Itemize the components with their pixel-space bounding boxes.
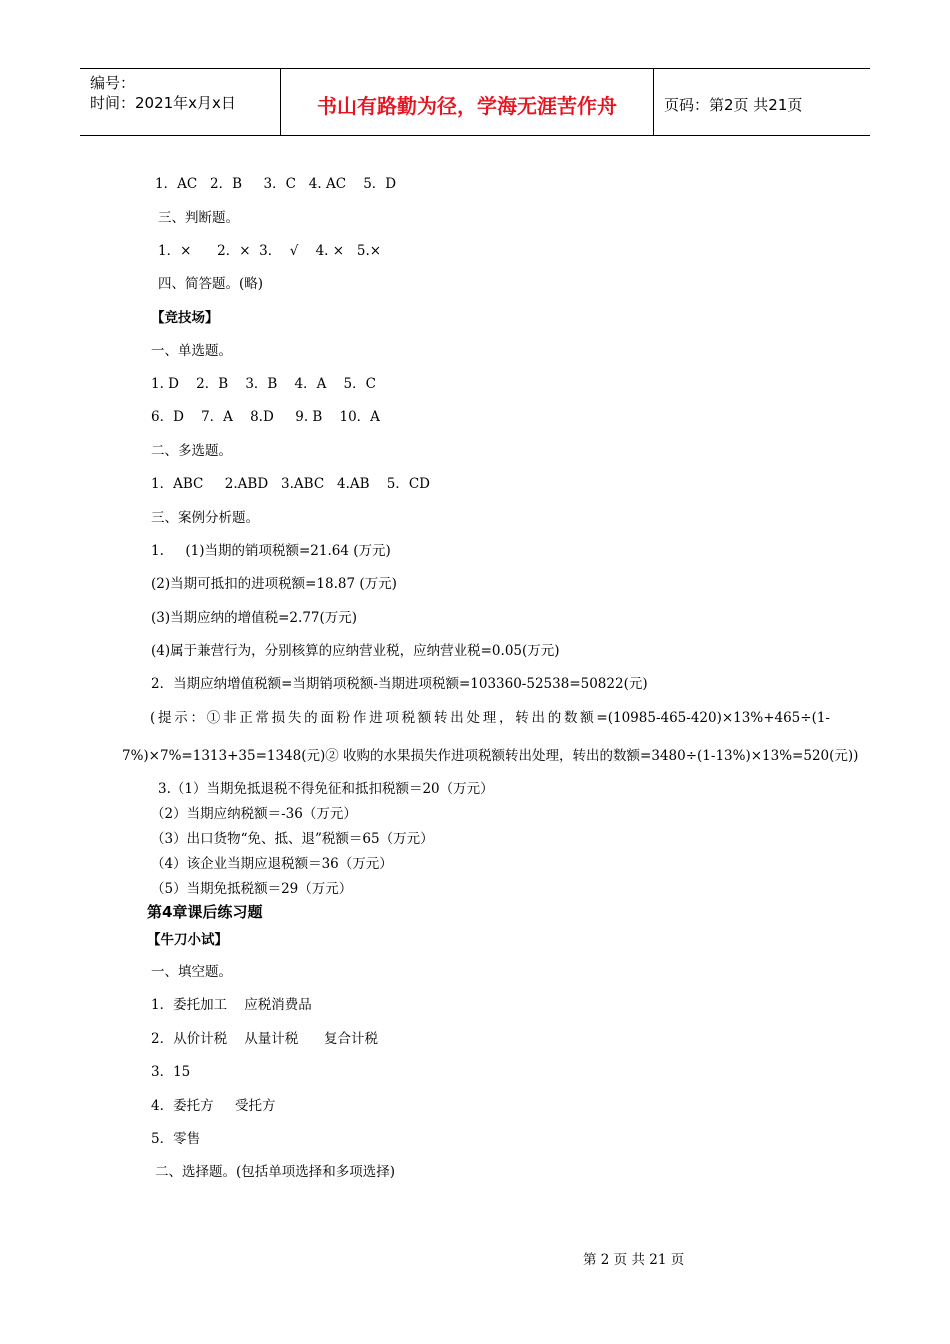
section-heading: 二、选择题。(包括单项选择和多项选择) — [155, 1164, 396, 1180]
answer-line: 5．零售 — [151, 1131, 201, 1147]
header-motto: 书山有路勤为径，学海无涯苦作舟 — [281, 69, 654, 135]
page-header — [80, 68, 870, 136]
answer-line: （2）当期应纳税额＝-36（万元） — [151, 806, 357, 822]
section-heading: 三、判断题。 — [158, 210, 239, 226]
answer-line: 1．委托加工 应税消费品 — [151, 997, 312, 1013]
answer-line: (4)属于兼营行为，分别核算的应纳营业税，应纳营业税=0.05(万元) — [151, 643, 560, 659]
answer-line: （4）该企业当期应退税额＝36（万元） — [151, 856, 393, 872]
number-label: 编号： — [90, 74, 136, 92]
section-heading: 一、单选题。 — [151, 343, 232, 359]
answer-line: 3.（1）当期免抵退税不得免征和抵扣税额＝20（万元） — [158, 781, 494, 797]
section-heading: 三、案例分析题。 — [151, 510, 259, 526]
section-title: 【牛刀小试】 — [147, 932, 228, 948]
answer-line: 1. D 2．B 3．B 4．A 5．C — [151, 376, 376, 392]
section-title: 【竞技场】 — [151, 310, 219, 326]
answer-line: （3）出口货物“免、抵、退”税额＝65（万元） — [151, 831, 434, 847]
answer-line: （5）当期免抵税额＝29（万元） — [151, 881, 353, 897]
answer-line: 4．委托方 受托方 — [151, 1098, 276, 1114]
time-label: 时间：2021年x月x日 — [90, 94, 236, 112]
answer-line: 2．从价计税 从量计税 复合计税 — [151, 1031, 379, 1047]
section-heading: 一、填空题。 — [151, 964, 232, 980]
hint-line-1: (提示：①非正常损失的面粉作进项税额转出处理，转出的数额=(10985-465-420)×13%+465÷(1- — [150, 710, 830, 726]
answer-line: 3．15 — [151, 1064, 191, 1080]
section-heading: 四、简答题。(略) — [158, 276, 264, 292]
answer-line: 1．× 2．× 3． √ 4. × 5.× — [158, 243, 382, 259]
answer-line: 6．D 7．A 8.D 9. B 10．A — [151, 409, 380, 425]
chapter-title: 第4章课后练习题 — [147, 903, 263, 921]
answer-line: 2．当期应纳增值税额=当期销项税额-当期进项税额=103360-52538=50822(元) — [151, 676, 648, 692]
header-page-info: 页码：第2页 共21页 — [664, 95, 803, 114]
page-footer: 第 2 页 共 21 页 — [583, 1252, 685, 1268]
header-left-cell — [80, 69, 281, 135]
answer-line: 1．ABC 2.ABD 3.ABC 4.AB 5．CD — [151, 476, 431, 492]
answer-line: (2)当期可抵扣的进项税额=18.87 (万元) — [151, 576, 397, 592]
section-heading: 二、多选题。 — [151, 443, 232, 459]
answer-line: (3)当期应纳的增值税=2.77(万元) — [151, 610, 358, 626]
answer-line: 1．AC 2．B 3．C 4. AC 5．D — [155, 176, 397, 192]
answer-line: 1. (1)当期的销项税额=21.64 (万元) — [151, 543, 391, 559]
hint-line-2: 7%)×7%=1313+35=1348(元)② 收购的水果损失作进项税额转出处理，转出的数额=3480÷(1-13%)×13%=520(元)) — [122, 748, 859, 764]
